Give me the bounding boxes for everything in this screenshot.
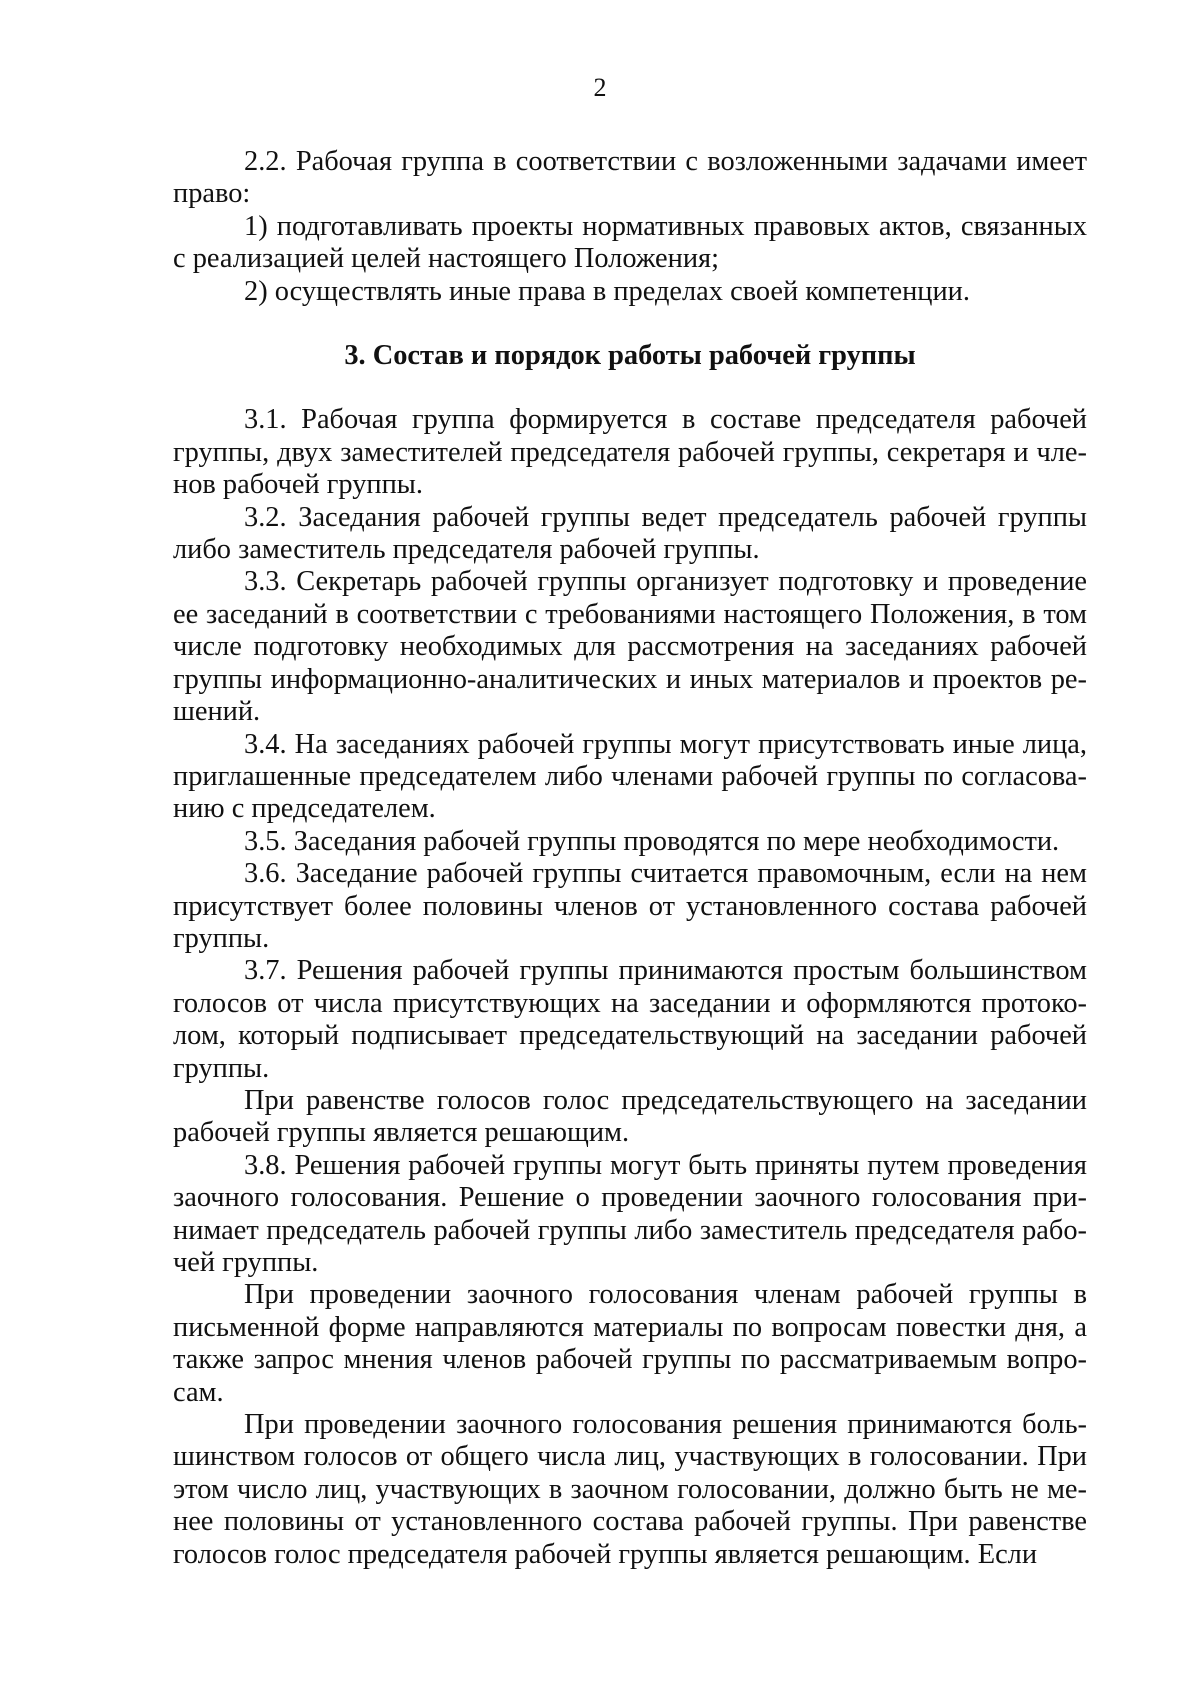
paragraph-3-6: 3.6. Заседание рабочей группы считается правомочным, если на нем присутствует более половины членов от установленного состава рабочей группы.	[173, 858, 1087, 954]
paragraph-3-8: 3.8. Решения рабочей группы могут быть приняты путем проведения заочного голосования. Решение о проведении заочного голосования принимает председатель рабочей группы либо заместитель председателя рабочей группы.	[173, 1149, 1087, 1278]
paragraph-3-7: 3.7. Решения рабочей группы принимаются простым большинством голосов от числа присутствующих на заседании и оформляются протоколом, который подписывает председательствующий на заседании рабочей группы.	[173, 955, 1087, 1084]
spacer	[173, 372, 1087, 404]
paragraph-3-3: 3.3. Секретарь рабочей группы организует подготовку и проведение ее заседаний в соответствии с требованиями настоящего Положения, в том числе подготовку необходимых для рассмотрения на заседаниях рабочей группы информационно-аналитических и иных материалов и проектов решений.	[173, 566, 1087, 728]
paragraph-2-2: 2.2. Рабочая группа в соответствии с возложенными задачами имеет право:	[173, 146, 1087, 210]
spacer	[173, 308, 1087, 340]
paragraph-3-5: 3.5. Заседания рабочей группы проводятся по мере необходимости.	[244, 825, 1060, 857]
document-body	[173, 146, 1087, 1571]
paragraph-3-7-tie: При равенстве голосов голос председательствующего на заседании рабочей группы является решающим.	[173, 1084, 1087, 1149]
paragraph-3-8-decisions: При проведении заочного голосования решения принимаются большинством голосов от общего числа лиц, участвующих в голосовании. При этом число лиц, участвующих в заочном голосовании, должно быть не менее половины от установленного состава рабочей группы. При равенстве голосов голос председателя рабочей группы является решающим. Если	[173, 1409, 1087, 1570]
paragraph-3-2: 3.2. Заседания рабочей группы ведет председатель рабочей группы либо заместитель председателя рабочей группы.	[173, 501, 1087, 566]
section-heading: 3. Состав и порядок работы рабочей группы	[344, 340, 916, 372]
list-item-1: 1) подготавливать проекты нормативных правовых актов, связанных с реализацией целей настоящего Положения;	[173, 210, 1087, 275]
paragraph-3-1: 3.1. Рабочая группа формируется в составе председателя рабочей группы, двух заместителей председателя рабочей группы, секретаря и членов рабочей группы.	[173, 404, 1087, 501]
paragraph-3-4: 3.4. На заседаниях рабочей группы могут присутствовать иные лица, приглашенные председателем либо членами рабочей группы по согласованию с председателем.	[173, 728, 1087, 825]
paragraph-3-8-materials: При проведении заочного голосования членам рабочей группы в письменной форме направляются материалы по вопросам повестки дня, а также запрос мнения членов рабочей группы по рассматриваемым вопросам.	[173, 1279, 1087, 1408]
page-number: 2	[593, 73, 607, 102]
list-item-2: 2) осуществлять иные права в пределах своей компетенции.	[244, 275, 970, 307]
